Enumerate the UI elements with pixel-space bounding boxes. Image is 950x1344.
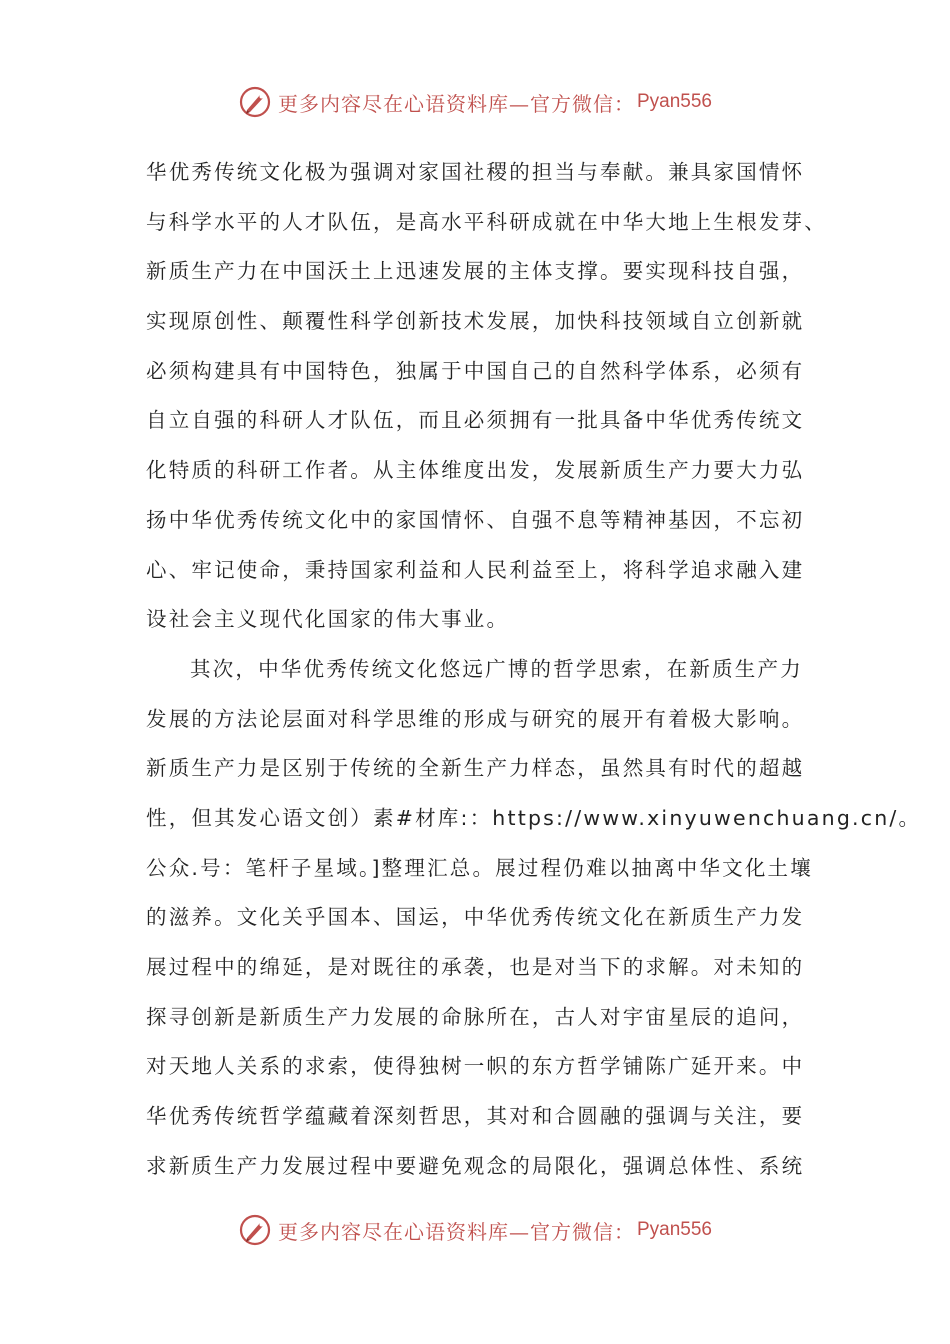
body-line: 与科学水平的人才队伍，是高水平科研成就在中华大地上生根发芽、: [146, 209, 827, 234]
header-banner-text: 更多内容尽在心语资料库—官方微信：: [277, 91, 635, 116]
body-line: 求新质生产力发展过程中要避免观念的局限化，强调总体性、系统: [146, 1153, 805, 1178]
body-line: 公众.号：笔杆子星域。]整理汇总。展过程仍难以抽离中华文化土壤: [146, 855, 813, 880]
body-line-with-link: 性，但其发心语文创）素#材库:：https://www.xinyuwenchuang.cn/。: [146, 805, 922, 830]
body-line: 实现原创性、颠覆性科学创新技术发展，加快科技领域自立创新就: [146, 309, 805, 334]
body-line: 华优秀传统哲学蕴藏着深刻哲思，其对和合圆融的强调与关注，要: [146, 1104, 805, 1129]
header-banner: [0, 82, 950, 122]
body-line: 自立自强的科研人才队伍，而且必须拥有一批具备中华优秀传统文: [146, 408, 805, 433]
document-body: [146, 148, 922, 1191]
header-wechat-id: Pyan556: [636, 91, 712, 112]
pen-nib-logo-icon: [238, 85, 272, 119]
paragraph-start-line: 其次，中华优秀传统文化悠远广博的哲学思索，在新质生产力: [190, 656, 803, 681]
body-line: 对天地人关系的求索，使得独树一帜的东方哲学铺陈广延开来。中: [146, 1054, 805, 1079]
body-line: 的滋养。文化关乎国本、国运，中华优秀传统文化在新质生产力发: [146, 905, 805, 930]
body-line: 新质生产力是区别于传统的全新生产力样态，虽然具有时代的超越: [146, 756, 805, 781]
footer-banner: [0, 1210, 950, 1250]
footer-banner-text: 更多内容尽在心语资料库—官方微信：: [277, 1219, 635, 1244]
body-line: 设社会主义现代化国家的伟大事业。: [146, 607, 510, 632]
body-line: 化特质的科研工作者。从主体维度出发，发展新质生产力要大力弘: [146, 458, 805, 483]
body-line: 必须构建具有中国特色，独属于中国自己的自然科学体系，必须有: [146, 358, 805, 383]
body-line: 扬中华优秀传统文化中的家国情怀、自强不息等精神基因，不忘初: [146, 507, 805, 532]
body-line: 华优秀传统文化极为强调对家国社稷的担当与奉献。兼具家国情怀: [146, 160, 805, 184]
body-line: 新质生产力在中国沃土上迅速发展的主体支撑。要实现科技自强，: [146, 259, 805, 284]
body-line: 展过程中的绵延，是对既往的承袭，也是对当下的求解。对未知的: [146, 955, 805, 979]
body-line: 心、牢记使命，秉持国家利益和人民利益至上，将科学追求融入建: [146, 557, 805, 582]
body-line: 探寻创新是新质生产力发展的命脉所在，古人对宇宙星辰的追问，: [146, 1004, 805, 1029]
footer-wechat-id: Pyan556: [636, 1219, 712, 1240]
body-line: 发展的方法论层面对科学思维的形成与研究的展开有着极大影响。: [146, 706, 805, 731]
pen-nib-logo-icon: [238, 1213, 272, 1247]
